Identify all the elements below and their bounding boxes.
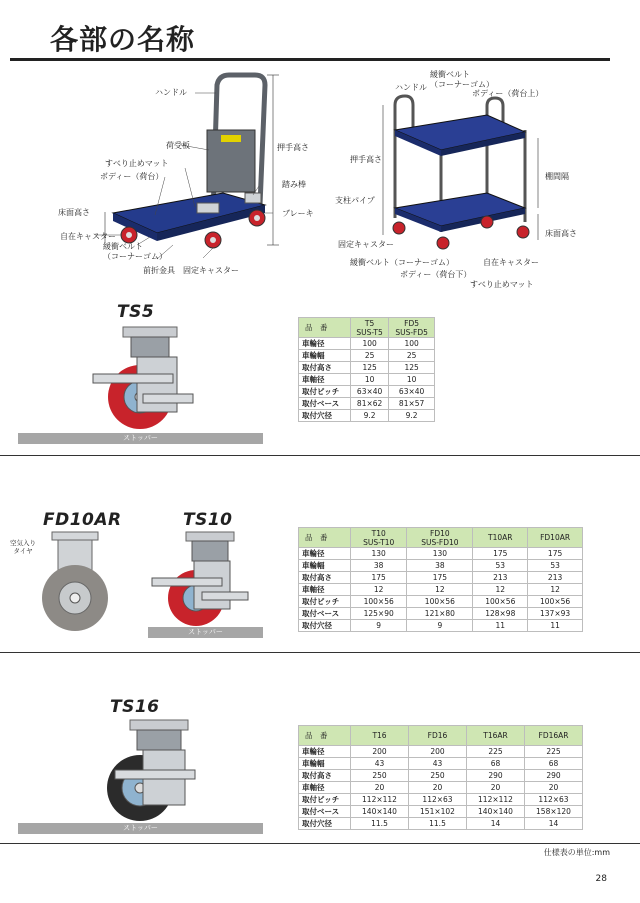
table-cell: 213 [473, 572, 528, 584]
table-cell: 175 [351, 572, 407, 584]
air-tire-label: 空気入り タイヤ [10, 539, 36, 555]
row-label: 取付ピッチ [299, 596, 351, 608]
table-cell: 128×98 [473, 608, 528, 620]
table-cell: 175 [407, 572, 473, 584]
table-cell: 68 [467, 758, 525, 770]
label2-body-bottom: ボディー（荷台下） [400, 270, 472, 279]
table-cell: 43 [409, 758, 467, 770]
table-cell: 20 [351, 782, 409, 794]
row-label: 取付高さ [299, 572, 351, 584]
table-cell: 225 [525, 746, 583, 758]
table-cell: 112×112 [351, 794, 409, 806]
table-cell: 11.5 [351, 818, 409, 830]
unit-footnote: 仕様表の単位:mm [543, 848, 610, 857]
spec-table-ts5 [298, 317, 435, 422]
page-number: 28 [595, 874, 607, 884]
table-cell: 9.2 [389, 410, 435, 422]
table-row [299, 818, 583, 830]
table-cell: 290 [467, 770, 525, 782]
table-cell: 121×80 [407, 608, 473, 620]
table-cell: 112×63 [409, 794, 467, 806]
table-cell: 290 [525, 770, 583, 782]
table-cell: 20 [409, 782, 467, 794]
table-cell: 250 [351, 770, 409, 782]
table-cell: 20 [525, 782, 583, 794]
label-floor-height: 床面高さ [58, 208, 90, 217]
column-header: T16AR [467, 726, 525, 746]
label2-body-top: ボディー（荷台上） [472, 89, 544, 98]
label2-support-pipe: 支柱パイプ [335, 196, 375, 205]
label2-buffer-belt: 緩衝ベルト （コーナーゴム） [430, 70, 494, 89]
label-brake: ブレーキ [282, 209, 314, 218]
table-row [299, 758, 583, 770]
label-antislip-mat: すべり止めマット [105, 159, 169, 168]
stopper-bar-ts10: ストッパー [148, 627, 263, 638]
row-label: 取付ピッチ [299, 794, 351, 806]
column-header: T10AR [473, 528, 528, 548]
label2-buffer-belt-bottom: 緩衝ベルト（コーナーゴム） [350, 258, 454, 267]
table-row [299, 770, 583, 782]
table-cell: 175 [528, 548, 583, 560]
model-ts16: TS16 [110, 697, 160, 717]
table-row [299, 386, 435, 398]
table-cell: 11 [473, 620, 528, 632]
table-cell: 10 [389, 374, 435, 386]
stopper-bar-ts16: ストッパー [18, 823, 263, 834]
table-cell: 9 [407, 620, 473, 632]
table-cell: 100×56 [407, 596, 473, 608]
table-cell: 63×40 [351, 386, 389, 398]
table-cell: 100 [351, 338, 389, 350]
row-label: 車輪幅 [299, 758, 351, 770]
column-header: T10 SUS-T10 [351, 528, 407, 548]
table-cell: 68 [525, 758, 583, 770]
label-push-height: 押手高さ [277, 143, 309, 152]
row-label: 車輪幅 [299, 560, 351, 572]
model-ts5: TS5 [117, 302, 155, 322]
row-label: 取付穴径 [299, 818, 351, 830]
label-handle: ハンドル [155, 88, 187, 97]
label-swivel-caster: 自在キャスター [60, 232, 116, 241]
table-cell: 81×57 [389, 398, 435, 410]
table-cell: 53 [473, 560, 528, 572]
row-label: 車輪幅 [299, 350, 351, 362]
caster-ts16-image [85, 718, 210, 823]
table-cell: 213 [528, 572, 583, 584]
table-cell: 140×140 [467, 806, 525, 818]
row-label: 車軸径 [299, 584, 351, 596]
table-cell: 158×120 [525, 806, 583, 818]
label2-handle: ハンドル [395, 83, 427, 92]
table-row [299, 596, 583, 608]
table-cell: 11.5 [409, 818, 467, 830]
table-cell: 81×62 [351, 398, 389, 410]
table-cell: 112×63 [525, 794, 583, 806]
spec-table-ts10 [298, 527, 583, 632]
model-fd10ar: FD10AR [43, 510, 122, 530]
table-cell: 12 [528, 584, 583, 596]
column-header: T16 [351, 726, 409, 746]
table-cell: 12 [473, 584, 528, 596]
shelf-cart-diagram [375, 90, 550, 260]
table-cell: 38 [351, 560, 407, 572]
table-cell: 140×140 [351, 806, 409, 818]
table-cell: 63×40 [389, 386, 435, 398]
row-label: 車輪径 [299, 548, 351, 560]
table-row [299, 350, 435, 362]
label-fold-fitting: 前折金具 [143, 266, 175, 275]
row-label: 取付穴径 [299, 620, 351, 632]
table-cell: 100×56 [473, 596, 528, 608]
section-divider-2 [0, 652, 640, 653]
table-row [299, 338, 435, 350]
table-cell: 125×90 [351, 608, 407, 620]
row-label: 車軸径 [299, 374, 351, 386]
table-cell: 9 [351, 620, 407, 632]
label2-fixed-caster: 固定キャスター [338, 240, 394, 249]
label2-shelf-gap: 棚間隔 [545, 172, 569, 181]
table-cell: 25 [389, 350, 435, 362]
table-row [299, 548, 583, 560]
table-cell: 200 [409, 746, 467, 758]
table-cell: 43 [351, 758, 409, 770]
table-row [299, 806, 583, 818]
stopper-bar-ts5: ストッパー [18, 433, 263, 444]
table-cell: 14 [525, 818, 583, 830]
table-row [299, 560, 583, 572]
table-cell: 125 [351, 362, 389, 374]
caster-ts10-image [148, 530, 253, 630]
table-row [299, 584, 583, 596]
table-row [299, 362, 435, 374]
column-header: FD5 SUS-FD5 [389, 318, 435, 338]
row-label: 車軸径 [299, 782, 351, 794]
row-label: 取付高さ [299, 362, 351, 374]
spec-table-ts16 [298, 725, 583, 830]
label2-antislip-mat: すべり止めマット [470, 280, 534, 289]
column-header: T5 SUS-T5 [351, 318, 389, 338]
row-label: 車輪径 [299, 746, 351, 758]
table-cell: 11 [528, 620, 583, 632]
table-row [299, 746, 583, 758]
caster-ts5-image [85, 322, 215, 432]
table-row [299, 572, 583, 584]
label-step-bar: 踏み棒 [282, 180, 306, 189]
table-cell: 10 [351, 374, 389, 386]
table-cell: 112×112 [467, 794, 525, 806]
table-row [299, 398, 435, 410]
label2-swivel-caster: 自在キャスター [483, 258, 539, 267]
column-header: FD16 [409, 726, 467, 746]
table-cell: 100×56 [528, 596, 583, 608]
table-row [299, 782, 583, 794]
row-label: 取付高さ [299, 770, 351, 782]
row-label: 取付ベース [299, 806, 351, 818]
table-cell: 38 [407, 560, 473, 572]
table-row [299, 374, 435, 386]
row-label: 取付ベース [299, 398, 351, 410]
label2-floor-height: 床面高さ [545, 229, 577, 238]
table-cell: 225 [467, 746, 525, 758]
table-row [299, 410, 435, 422]
column-header: FD10 SUS-FD10 [407, 528, 473, 548]
section-divider [0, 455, 640, 456]
table-row [299, 794, 583, 806]
header-label: 品 番 [299, 318, 351, 338]
page-title: 各部の名称 [50, 23, 196, 56]
column-header: FD10AR [528, 528, 583, 548]
label-buffer-belt: 緩衝ベルト （コーナーゴム） [103, 242, 167, 261]
row-label: 取付ピッチ [299, 386, 351, 398]
table-cell: 125 [389, 362, 435, 374]
table-cell: 250 [409, 770, 467, 782]
table-cell: 130 [351, 548, 407, 560]
table-cell: 12 [407, 584, 473, 596]
table-row [299, 608, 583, 620]
table-cell: 20 [467, 782, 525, 794]
table-cell: 100 [389, 338, 435, 350]
label-load-plate: 荷受板 [166, 141, 190, 150]
table-cell: 9.2 [351, 410, 389, 422]
row-label: 取付穴径 [299, 410, 351, 422]
table-cell: 12 [351, 584, 407, 596]
table-cell: 200 [351, 746, 409, 758]
table-cell: 130 [407, 548, 473, 560]
table-cell: 151×102 [409, 806, 467, 818]
column-header: FD16AR [525, 726, 583, 746]
label-body-deck: ボディー（荷台） [100, 172, 164, 181]
section-divider-3 [0, 843, 640, 844]
table-cell: 25 [351, 350, 389, 362]
table-cell: 53 [528, 560, 583, 572]
label2-push-height: 押手高さ [350, 155, 382, 164]
model-ts10: TS10 [183, 510, 233, 530]
row-label: 取付ベース [299, 608, 351, 620]
row-label: 車輪径 [299, 338, 351, 350]
title-rule [10, 58, 610, 61]
header-label: 品 番 [299, 528, 351, 548]
table-row [299, 620, 583, 632]
caster-fd10ar-image [30, 530, 120, 635]
table-cell: 137×93 [528, 608, 583, 620]
table-cell: 175 [473, 548, 528, 560]
label-fixed-caster: 固定キャスター [183, 266, 239, 275]
header-label: 品 番 [299, 726, 351, 746]
table-cell: 14 [467, 818, 525, 830]
table-cell: 100×56 [351, 596, 407, 608]
